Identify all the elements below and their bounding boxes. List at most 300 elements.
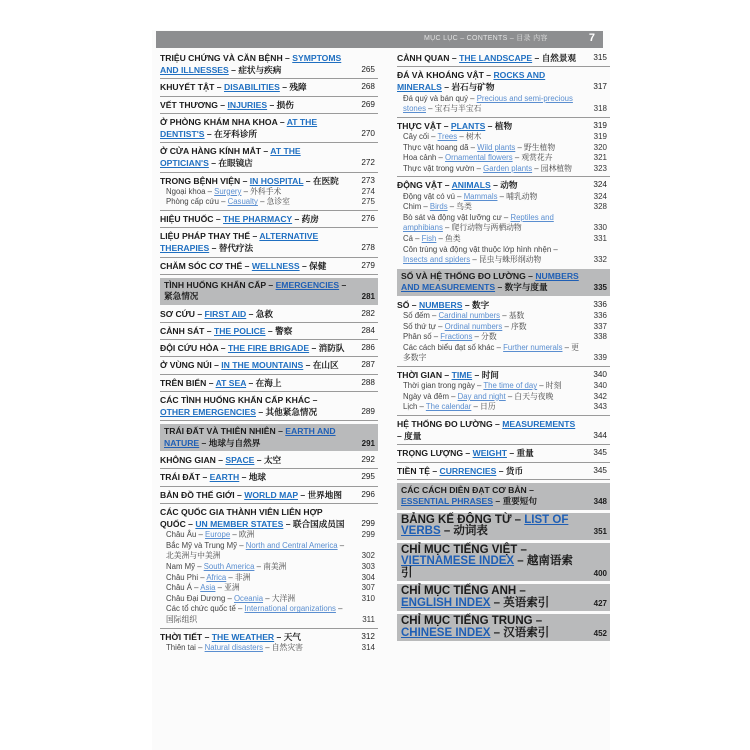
entry-chinese: – 重要短句 <box>493 496 537 507</box>
entry-vietnamese: KHÔNG GIAN – <box>160 455 226 466</box>
toc-section-header <box>160 278 378 305</box>
entry-page-number: 299 <box>361 530 375 540</box>
entry-page-number: 400 <box>593 568 607 578</box>
toc-left-column <box>160 52 378 653</box>
toc-entry <box>160 230 378 254</box>
entry-page-number: 307 <box>361 583 375 593</box>
entry-page-number: 265 <box>361 65 375 75</box>
entry-chinese: – 植物 <box>485 120 513 131</box>
separator <box>160 142 378 143</box>
toc-subentry <box>397 234 610 245</box>
entry-vietnamese: Chim – <box>403 202 430 212</box>
entry-english: LIST OF VERBS <box>401 513 569 538</box>
toc-entry <box>160 52 378 76</box>
entry-english: Oceania <box>233 593 264 603</box>
entry-chinese: – 亚洲 <box>215 583 240 593</box>
entry-vietnamese: SỐ – <box>397 299 419 310</box>
entry-chinese: – 联合国成员国 <box>283 519 345 530</box>
toc-subentry <box>397 381 610 392</box>
entry-vietnamese: Bò sát và động vật lưỡng cư – <box>403 212 511 222</box>
toc-subentry <box>397 164 610 175</box>
entry-page-number: 324 <box>593 191 607 201</box>
toc-subentry <box>397 343 610 364</box>
separator <box>160 210 378 211</box>
entry-page-number: 343 <box>593 402 607 412</box>
entry-page-number: 268 <box>361 82 375 92</box>
entry-page-number: 317 <box>593 82 607 92</box>
toc-entry <box>160 175 378 187</box>
entry-chinese: – 欧洲 <box>230 530 255 540</box>
entry-chinese: – 序数 <box>502 321 527 331</box>
entry-page-number: 336 <box>593 299 607 309</box>
entry-chinese: – 英语索引 <box>490 596 550 609</box>
toc-subentry <box>397 332 610 343</box>
toc-entry <box>160 489 378 501</box>
entry-english: WEIGHT <box>472 448 507 459</box>
toc-subentry <box>160 573 378 584</box>
entry-english: Reptiles and amphibians <box>403 212 554 233</box>
toc-entry <box>160 145 378 169</box>
entry-page-number: 335 <box>593 283 607 293</box>
entry-vietnamese: CHỈ MỤC TIẾNG TRUNG – <box>401 615 543 628</box>
entry-vietnamese: Ngày và đêm – <box>403 391 458 401</box>
toc-entry <box>397 369 610 381</box>
entry-chinese: – 太空 <box>254 455 282 466</box>
entry-english: ANIMALS <box>451 180 491 191</box>
entry-english: Surgery <box>214 186 242 196</box>
toc-subentry <box>160 562 378 573</box>
entry-page-number: 274 <box>361 186 375 196</box>
entry-vietnamese: CÁC QUỐC GIA THÀNH VIÊN LIÊN HỢP QUỐC – <box>160 506 323 530</box>
toc-entry <box>160 471 378 483</box>
toc-entry <box>160 213 378 225</box>
entry-english: Natural disasters <box>204 642 264 652</box>
toc-subentry <box>160 643 378 654</box>
entry-chinese: – 天气 <box>274 631 301 642</box>
toc-entry <box>160 308 378 320</box>
entry-vietnamese: Châu Phi – <box>166 572 207 582</box>
entry-vietnamese: CHĂM SÓC CƠ THỂ – <box>160 260 252 271</box>
entry-vietnamese: Châu Á – <box>166 583 201 593</box>
entry-page-number: 330 <box>593 223 607 233</box>
entry-chinese: – 货币 <box>496 465 524 476</box>
entry-vietnamese: Côn trùng và động vật thuộc lớp hình nhện – <box>403 244 558 254</box>
entry-english: Trees <box>437 132 458 141</box>
entry-english: CHINESE INDEX <box>401 626 491 639</box>
entry-vietnamese: CÁC CÁCH DIỄN ĐẠT CƠ BẢN – <box>401 484 534 495</box>
entry-english: FIRST AID <box>204 308 247 319</box>
entry-page-number: 427 <box>593 598 607 608</box>
entry-page-number: 304 <box>361 572 375 582</box>
entry-chinese: – 急救 <box>246 308 273 319</box>
entry-english: INJURIES <box>227 99 268 110</box>
entry-page-number: 289 <box>361 407 375 417</box>
entry-page-number: 452 <box>593 628 607 638</box>
entry-chinese: – 自然景观 <box>532 53 577 63</box>
entry-vietnamese: CÁC TÌNH HUỐNG KHẨN CẤP KHÁC – <box>160 394 318 405</box>
entry-vietnamese: Thời gian trong ngày – <box>403 381 484 391</box>
entry-english: ENGLISH INDEX <box>401 596 491 609</box>
entry-english: South America <box>203 562 255 572</box>
entry-page-number: 338 <box>593 332 607 342</box>
entry-chinese: – 地球与自然界 <box>199 437 261 448</box>
entry-page-number: 314 <box>361 642 375 652</box>
entry-vietnamese: CHỈ MỤC TIẾNG ANH – <box>401 585 526 598</box>
entry-page-number: 323 <box>593 163 607 173</box>
entry-vietnamese: ĐỘI CỨU HỎA – <box>160 343 228 354</box>
toc-entry <box>160 454 378 466</box>
entry-chinese: – 保健 <box>299 260 327 271</box>
entry-chinese: – 消防队 <box>309 343 345 354</box>
entry-page-number: 342 <box>593 391 607 401</box>
toc-section-header <box>397 483 610 510</box>
entry-chinese: – 自然灾害 <box>263 642 303 652</box>
entry-chinese: – 鸟类 <box>447 202 472 212</box>
entry-english: North and Central America <box>245 540 338 550</box>
entry-english: CURRENCIES <box>439 465 497 476</box>
toc-entry <box>160 99 378 111</box>
entry-english: OTHER EMERGENCIES <box>160 407 256 418</box>
entry-english: The calendar <box>425 402 472 412</box>
entry-chinese: – 度量 <box>397 431 422 442</box>
page-number: 7 <box>588 32 595 44</box>
entry-chinese: – 国际组织 <box>166 604 343 625</box>
entry-english: Ornamental flowers <box>445 153 513 163</box>
entry-english: NUMBERS AND MEASUREMENTS <box>401 270 579 293</box>
entry-page-number: 270 <box>361 129 375 139</box>
entry-vietnamese: TRÁI ĐẤT VÀ THIÊN NHIÊN – <box>164 426 286 437</box>
entry-chinese: – 野生植物 <box>515 142 556 152</box>
entry-vietnamese: CẢNH QUAN – <box>397 53 460 63</box>
toc-entry <box>160 342 378 354</box>
toc-subentry <box>160 583 378 594</box>
toc-section-header <box>160 424 378 451</box>
entry-english: DISABILITIES <box>223 82 280 93</box>
entry-chinese: – 分数 <box>472 332 497 342</box>
toc-section-header <box>397 614 610 641</box>
entry-chinese: – 白天与夜晚 <box>505 391 554 401</box>
entry-vietnamese: Đá quý và bán quý – <box>403 93 477 103</box>
entry-page-number: 281 <box>361 292 375 302</box>
toc-subentry <box>397 245 610 266</box>
entry-page-number: 340 <box>593 381 607 391</box>
entry-vietnamese: SỐ VÀ HỆ THỐNG ĐO LƯỜNG – <box>401 270 536 281</box>
entry-chinese: – 哺乳动物 <box>497 191 538 201</box>
entry-vietnamese: ĐÁ VÀ KHOÁNG VẬT – <box>397 70 494 81</box>
entry-chinese: – 更多数字 <box>403 342 579 363</box>
entry-english: International organizations <box>244 604 336 614</box>
entry-chinese: – 动词表 <box>440 525 488 538</box>
entry-vietnamese: Phân số – <box>403 332 441 342</box>
toc-subentry <box>397 311 610 322</box>
entry-english: AT SEA <box>215 377 247 388</box>
separator <box>397 176 610 177</box>
entry-english: ESSENTIAL PHRASES <box>401 496 494 507</box>
toc-entry <box>160 377 378 389</box>
entry-page-number: 319 <box>593 132 607 141</box>
toc-subentry <box>397 143 610 154</box>
entry-english: EARTH <box>209 472 240 483</box>
toc-entry <box>160 631 378 643</box>
entry-page-number: 275 <box>361 197 375 207</box>
entry-english: Fractions <box>440 332 473 342</box>
entry-page-number: 319 <box>593 120 607 130</box>
entry-chinese: – 世界地图 <box>298 489 342 500</box>
separator <box>160 78 378 79</box>
entry-english: EARTH AND NATURE <box>164 426 336 448</box>
separator <box>160 257 378 258</box>
entry-english: Cardinal numbers <box>438 310 501 320</box>
entry-vietnamese: Thiên tai – <box>166 642 205 652</box>
entry-vietnamese: BẢNG KẾ ĐỘNG TỪ – <box>401 513 525 526</box>
entry-vietnamese: TRIỆU CHỨNG VÀ CĂN BỆNH – <box>160 53 293 63</box>
entry-page-number: 269 <box>361 99 375 109</box>
separator <box>397 479 610 480</box>
entry-chinese: – 岩石与矿物 <box>441 82 495 93</box>
entry-english: Birds <box>429 202 448 212</box>
toc-subentry <box>160 530 378 541</box>
entry-english: Casualty <box>227 197 258 207</box>
entry-page-number: 336 <box>593 310 607 320</box>
toc-entry <box>397 52 610 64</box>
entry-english: IN THE MOUNTAINS <box>221 360 304 371</box>
toc-subentry <box>160 541 378 562</box>
entry-english: Ordinal numbers <box>444 321 503 331</box>
toc-section-header <box>397 269 610 296</box>
entry-page-number: 284 <box>361 326 375 336</box>
separator <box>160 339 378 340</box>
entry-vietnamese: TIỀN TỆ – <box>397 465 440 476</box>
separator <box>160 420 378 421</box>
entry-chinese: – 非洲 <box>226 572 251 582</box>
entry-page-number: 348 <box>593 497 607 507</box>
entry-page-number: 276 <box>361 214 375 224</box>
separator <box>160 468 378 469</box>
entry-chinese: – 在牙科诊所 <box>204 129 258 140</box>
entry-english: IN HOSPITAL <box>249 175 304 186</box>
entry-page-number: 340 <box>593 369 607 379</box>
entry-english: Africa <box>206 572 227 582</box>
toc-entry <box>160 506 378 530</box>
entry-vietnamese: BẢN ĐỒ THẾ GIỚI – <box>160 489 245 500</box>
running-header: MỤC LỤC – CONTENTS – 目录 内容 <box>424 35 548 42</box>
entry-english: SPACE <box>225 455 255 466</box>
entry-english: Garden plants <box>483 163 533 173</box>
entry-english: EMERGENCIES <box>275 279 340 290</box>
entry-page-number: 279 <box>361 260 375 270</box>
entry-english: NUMBERS <box>418 299 463 310</box>
entry-vietnamese: Các cách biểu đạt số khác – <box>403 342 504 352</box>
entry-vietnamese: TRONG BỆNH VIỆN – <box>160 175 250 186</box>
entry-chinese: – 药房 <box>292 214 319 225</box>
separator <box>397 117 610 118</box>
entry-chinese: – 其他紧急情况 <box>255 407 318 418</box>
entry-chinese: – 急诊室 <box>257 197 290 207</box>
entry-chinese: – 昆虫与蛛形纲动物 <box>470 255 542 265</box>
entry-vietnamese: Thực vật hoang dã – <box>403 142 478 152</box>
entry-vietnamese: Châu Đại Dương – <box>166 593 234 603</box>
toc-subentry <box>397 402 610 413</box>
entry-english: SYMPTOMS AND ILLNESSES <box>160 53 342 76</box>
separator <box>160 274 378 275</box>
entry-english: THE FIRE BRIGADE <box>227 343 310 354</box>
entry-english: UN MEMBER STATES <box>195 519 284 530</box>
entry-page-number: 291 <box>361 438 375 448</box>
separator <box>160 503 378 504</box>
entry-english: WELLNESS <box>251 260 300 271</box>
entry-chinese: – 基数 <box>500 310 525 320</box>
entry-chinese: – 在海上 <box>246 377 282 388</box>
separator <box>397 415 610 416</box>
entry-vietnamese: Động vật có vú – <box>403 191 464 201</box>
separator <box>160 227 378 228</box>
entry-chinese: – 汉语索引 <box>490 626 550 639</box>
separator <box>160 374 378 375</box>
toc-entry <box>160 359 378 371</box>
toc-subentry <box>160 187 378 198</box>
entry-vietnamese: HIỆU THUỐC – <box>160 214 224 225</box>
entry-page-number: 302 <box>361 551 375 561</box>
entry-page-number: 328 <box>593 202 607 212</box>
toc-subentry <box>397 322 610 333</box>
toc-subentry <box>397 392 610 403</box>
toc-entry <box>397 69 610 93</box>
entry-page-number: 296 <box>361 489 375 499</box>
entry-page-number: 331 <box>593 233 607 243</box>
entry-vietnamese: VẾT THƯƠNG – <box>160 99 228 110</box>
toc-subentry <box>160 604 378 625</box>
entry-english: Fish <box>421 233 437 243</box>
entry-chinese: – 越南语索引 <box>401 555 573 579</box>
entry-page-number: 318 <box>593 104 607 114</box>
toc-subentry <box>397 153 610 164</box>
entry-english: AT THE DENTIST'S <box>160 116 318 140</box>
toc-subentry <box>397 94 610 115</box>
toc-subentry <box>397 202 610 213</box>
entry-chinese: – 观赏花卉 <box>512 153 553 163</box>
entry-page-number: 295 <box>361 472 375 482</box>
entry-page-number: 292 <box>361 455 375 465</box>
entry-vietnamese: SƠ CỨU – <box>160 308 205 319</box>
entry-english: MEASUREMENTS <box>502 418 576 429</box>
entry-chinese: – 动物 <box>490 180 518 191</box>
entry-chinese: – 园林植物 <box>532 163 572 173</box>
entry-chinese: – 重量 <box>506 448 534 459</box>
entry-chinese: – 日历 <box>471 402 496 412</box>
entry-english: ROCKS AND MINERALS <box>397 70 546 93</box>
entry-page-number: 311 <box>362 615 375 625</box>
entry-page-number: 310 <box>361 593 375 603</box>
entry-english: The time of day <box>483 381 538 391</box>
separator <box>160 486 378 487</box>
entry-vietnamese: THỜI TIẾT – <box>160 631 212 642</box>
entry-english: Day and night <box>457 391 506 401</box>
entry-vietnamese: CẢNH SÁT – <box>160 326 214 337</box>
entry-chinese: – 在山区 <box>303 360 339 371</box>
toc-section-header <box>397 543 610 582</box>
entry-vietnamese: Ngoại khoa – <box>166 186 215 196</box>
entry-english: THE POLICE <box>213 326 266 337</box>
toc-section-header <box>397 584 610 611</box>
entry-english: AT THE OPTICIAN'S <box>160 146 301 169</box>
entry-vietnamese: ĐỘNG VẬT – <box>397 180 452 191</box>
toc-entry <box>160 325 378 337</box>
toc-subentry <box>397 213 610 234</box>
toc-entry <box>160 116 378 140</box>
entry-chinese: – 大洋洲 <box>263 593 296 603</box>
entry-vietnamese: Thực vật trong vườn – <box>403 163 484 173</box>
toc-entry <box>397 299 610 311</box>
entry-chinese: – 替代疗法 <box>209 243 254 254</box>
entry-chinese: – 数字与度量 <box>495 282 548 293</box>
entry-page-number: 286 <box>361 343 375 353</box>
separator <box>160 391 378 392</box>
entry-english: THE LANDSCAPE <box>459 53 533 63</box>
toc-entry <box>397 418 610 442</box>
entry-chinese: – 宝石与半宝石 <box>425 104 482 114</box>
separator <box>160 322 378 323</box>
entry-chinese: – 警察 <box>265 326 293 337</box>
entry-vietnamese: TRÁI ĐẤT – <box>160 472 210 483</box>
entry-vietnamese: Các tổ chức quốc tế – <box>166 604 245 614</box>
entry-chinese: – 树木 <box>457 132 482 141</box>
entry-vietnamese: Cây cối – <box>403 132 438 141</box>
entry-english: Wild plants <box>477 142 516 152</box>
toc-section-header <box>397 513 610 540</box>
entry-page-number: 339 <box>593 353 607 363</box>
separator <box>397 462 610 463</box>
entry-vietnamese: Nam Mỹ – <box>166 562 204 572</box>
entry-english: Further numerals <box>503 342 563 352</box>
entry-vietnamese: Ở CỬA HÀNG KÍNH MẮT – <box>160 146 271 157</box>
toc-subentry <box>397 192 610 203</box>
entry-chinese: – 残障 <box>279 82 307 93</box>
entry-page-number: 288 <box>361 377 375 387</box>
toc-subentry <box>160 197 378 208</box>
entry-vietnamese: Bắc Mỹ và Trung Mỹ – <box>166 540 246 550</box>
entry-vietnamese: TRỌNG LƯỢNG – <box>397 448 473 459</box>
entry-english: VIETNAMESE INDEX <box>401 555 515 568</box>
entry-vietnamese: KHUYẾT TẬT – <box>160 82 224 93</box>
entry-chinese: – 鱼类 <box>436 233 461 243</box>
toc-entry <box>397 179 610 191</box>
entry-vietnamese: Số đếm – <box>403 310 439 320</box>
toc-right-column <box>397 52 610 644</box>
entry-english: TIME <box>451 369 473 380</box>
separator <box>160 628 378 629</box>
entry-page-number: 321 <box>593 153 607 163</box>
entry-vietnamese: Hoa cảnh – <box>403 153 446 163</box>
entry-chinese: – 时刻 <box>537 381 562 391</box>
entry-chinese: – 症状与疾病 <box>228 65 282 76</box>
entry-page-number: 345 <box>593 465 607 475</box>
entry-english: Europe <box>205 530 231 540</box>
entry-page-number: 299 <box>361 519 375 529</box>
entry-english: Insects and spiders <box>403 255 471 265</box>
entry-chinese: – 南美洲 <box>254 562 287 572</box>
separator <box>397 444 610 445</box>
entry-page-number: 332 <box>593 255 607 265</box>
entry-chinese: – 紧急情况 <box>164 279 347 302</box>
entry-page-number: 320 <box>593 142 607 152</box>
entry-chinese: – 在眼镜店 <box>208 158 253 169</box>
entry-english: Asia <box>200 583 216 593</box>
separator <box>160 113 378 114</box>
entry-vietnamese: HỆ THỐNG ĐO LƯỜNG – <box>397 418 503 429</box>
separator <box>160 356 378 357</box>
entry-vietnamese: TÌNH HUỐNG KHẨN CẤP – <box>164 279 276 290</box>
entry-english: WORLD MAP <box>244 489 299 500</box>
